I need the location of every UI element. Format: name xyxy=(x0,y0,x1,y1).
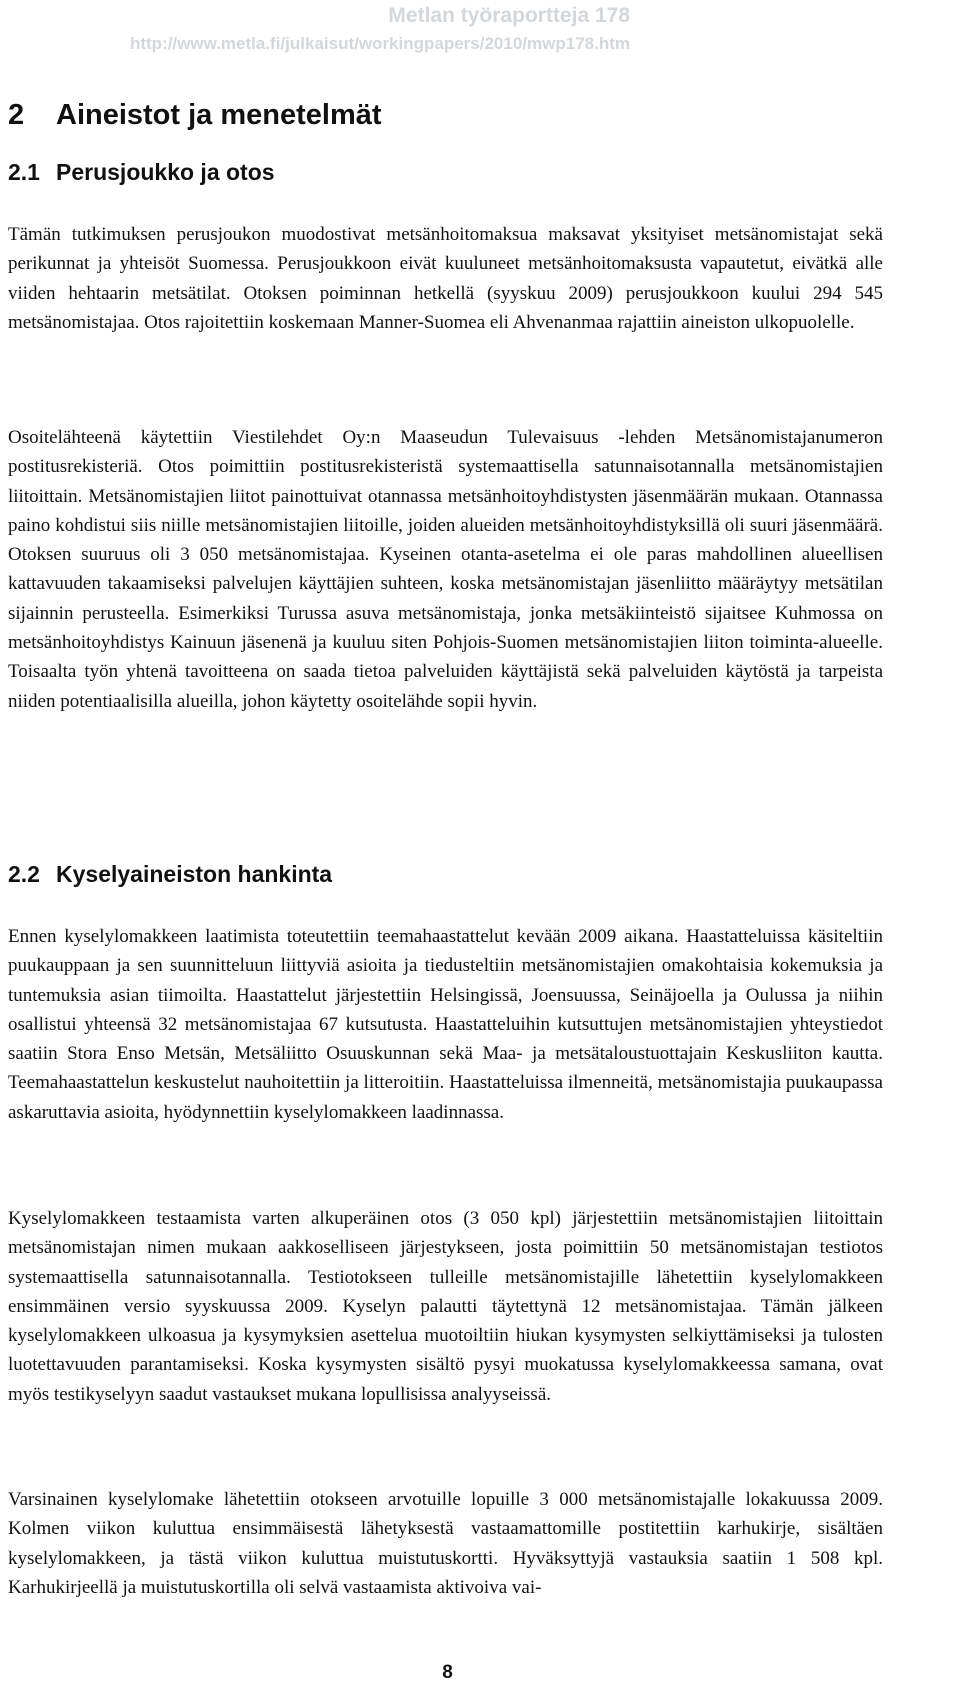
section-title: Perusjoukko ja otos xyxy=(56,159,275,185)
paragraph: Osoitelähteenä käytettiin Viestilehdet Oy:n Maaseudun Tulevaisuus -lehden Metsänomistajanumeron postitusrekisteriä. Otos poimittiin postitusrekisteristä systemaattisella satunnaisotannalla metsänomistajien liitoittain. Metsänomistajien liitot painottuivat otannassa metsänhoitoyhdistysten jäsenmäärän mukaan. Otannassa paino kohdistui siis niille metsänomistajien liitoille, joiden alueiden metsänhoitoyhdistyksillä oli suuri jäsenmäärä. Otoksen suuruus oli 3 050 metsänomistajaa. Kyseinen otanta-asetelma ei ole paras mahdollinen alueellisen kattavuuden takaamiseksi palvelujen käyttäjien suhteen, koska metsänomistajan jäsenliitto määräytyy metsätilan sijainnin perusteella. Esimerkiksi Turussa asuva metsänomistaja, jonka metsäkiinteistö sijaitsee Kuhmossa on metsänhoitoyhdistys Kainuun jäsenenä ja kuuluu siten Pohjois-Suomen metsänomistajien liiton toiminta-alueelle. Toisaalta työn yhtenä tavoitteena on saada tietoa palveluiden käyttäjistä sekä palveluiden käytöstä ja tarpeista niiden potentiaalisilla alueilla, johon käytetty osoitelähde sopii hyvin. xyxy=(8,427,883,712)
publication-url[interactable]: http://www.metla.fi/julkaisut/workingpapers/2010/mwp178.htm xyxy=(129,34,630,53)
section-heading xyxy=(8,158,275,186)
section-heading xyxy=(8,860,332,888)
chapter-title: Aineistot ja menetelmät xyxy=(56,99,382,131)
paragraph: Varsinainen kyselylomake lähetettiin otokseen arvotuille lopuille 3 000 metsänomistajalle lokakuussa 2009. Kolmen viikon kuluttua ensimmäisestä lähetyksestä vastaamattomille postitettiin karhukirje, sisältäen kyselylomakkeen, ja tästä viikon kuluttua muistutuskortti. Hyväksyttyjä vastauksia saatiin 1 508 kpl. Karhukirjeellä ja muistutuskortilla oli selvä vastaamista aktivoiva vai- xyxy=(8,1489,883,1598)
paragraph: Tämän tutkimuksen perusjoukon muodostivat metsänhoitomaksua maksavat yksityiset metsänomistajat sekä perikunnat ja yhteisöt Suomessa. Perusjoukkoon eivät kuuluneet metsänhoitomaksusta vapautetut, eivätkä alle viiden hehtaarin metsätilat. Otoksen poiminnan hetkellä (syyskuu 2009) perusjoukkoon kuului 294 545 metsänomistajaa. Otos rajoitettiin koskemaan Manner-Suomea eli Ahvenanmaa rajattiin aineiston ulkopuolelle. xyxy=(8,224,883,333)
chapter-heading xyxy=(8,98,382,132)
chapter-number: 2 xyxy=(8,99,25,131)
paragraph: Kyselylomakkeen testaamista varten alkuperäinen otos (3 050 kpl) järjestettiin metsänomistajien liitoittain metsänomistajan nimen mukaan aakkoselliseen järjestykseen, josta poimittiin 50 metsänomistajan testiotos systemaattisella satunnaisotannalla. Testiotokseen tulleille metsänomistajille lähetettiin kyselylomakkeen ensimmäinen versio syyskuussa 2009. Kyselyn palautti täytettynä 12 metsänomistajaa. Tämän jälkeen kyselylomakkeen ulkoasua ja kysymyksien asettelua muotoiltiin hiukan kysymysten selkiyttämiseksi ja tulosten luotettavuuden parantamiseksi. Koska kysymysten sisältö pysyi muokatussa kyselylomakkeessa samana, ovat myös testikyselyyn saadut vastaukset mukana lopullisissa analyyseissä. xyxy=(8,1208,883,1405)
paragraph: Ennen kyselylomakkeen laatimista toteutettiin teemahaastattelut kevään 2009 aikana. Haastatteluissa käsiteltiin puukauppaan ja sen suunnitteluun liittyviä asioita ja tiedusteltiin metsänomistajien omakohtaisia kokemuksia ja tuntemuksia asian tiimoilta. Haastattelut järjestettiin Helsingissä, Joensuussa, Seinäjoella ja Oulussa ja niihin osallistui yhteensä 32 metsänomistajaa 67 kutsutusta. Haastatteluihin kutsuttujen metsänomistajien yhteystiedot saatiin Stora Enso Metsän, Metsäliitto Osuuskunnan sekä Maa- ja metsätaloustuottajain Keskusliiton kautta. Teemahaastattelun keskustelut nauhoitettiin ja litteroitiin. Haastatteluissa ilmenneitä, metsänomistajia puukaupassa askaruttavia asioita, hyödynnettiin kyselylomakkeen laadinnassa. xyxy=(8,926,883,1123)
section-title: Kyselyaineiston hankinta xyxy=(56,861,333,887)
publication-series: Metlan työraportteja 178 xyxy=(388,4,630,27)
page-number: 8 xyxy=(442,1662,453,1683)
section-number: 2.1 xyxy=(8,159,40,185)
section-number: 2.2 xyxy=(8,861,40,887)
